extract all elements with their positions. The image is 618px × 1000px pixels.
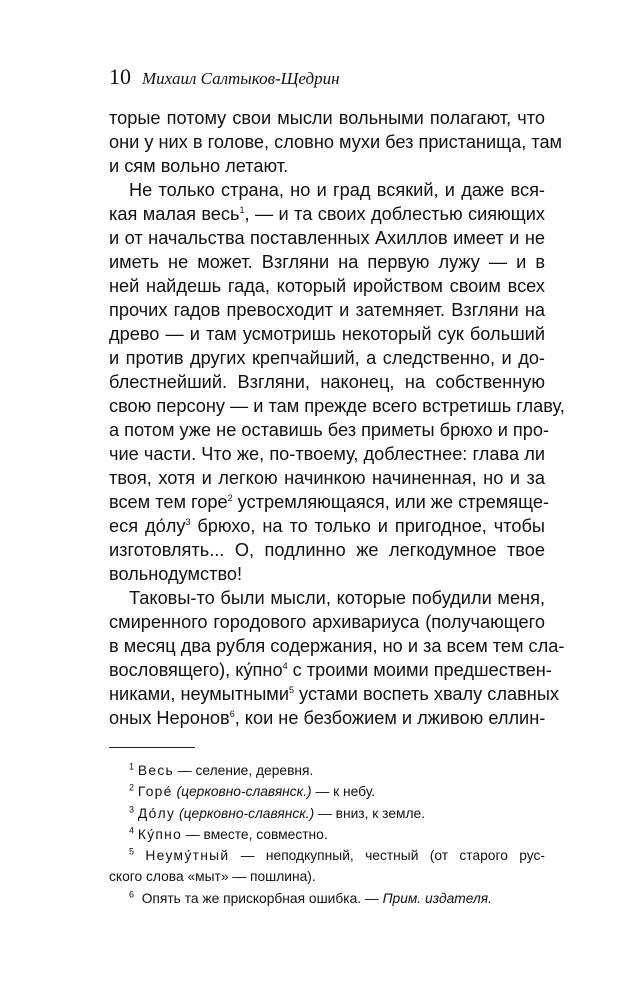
- paragraph-2: [109, 178, 565, 586]
- text-line: твоя, хотя и легкою начинкою начиненная, но и за: [109, 468, 545, 488]
- footnote-2: $^2$ Горе́ (церковно-славянск.) — к небу.: [129, 782, 376, 800]
- footnote-ref: 1: [239, 204, 245, 215]
- text-line: Не только страна, но и град всякий, и даже вся-: [129, 180, 545, 200]
- paragraph-3: [109, 586, 565, 730]
- footnote-divider: [109, 747, 195, 748]
- text-line: вословящего), ку́пно$^4$ с троими моими предшествен-: [109, 660, 552, 680]
- text-line: древо — и там усмотришь некоторый сук больший: [109, 324, 545, 344]
- page-number: 10: [109, 64, 131, 89]
- main-text: [109, 106, 565, 730]
- footnote-ref: 6: [229, 708, 235, 719]
- text-line: блестнейший. Взгляни, наконец, на собственную: [109, 372, 545, 392]
- footnote-ref: 5: [288, 684, 294, 695]
- text-line: и сям вольно летают.: [109, 156, 289, 176]
- footnote-6: $^6$ Опять та же прискорбная ошибка. — Прим. издателя.: [129, 889, 492, 906]
- text-line: они у них в голове, словно мухи без пристанища, там: [109, 132, 563, 152]
- text-line: изготовлять... О, подлинно же легкодумное твое: [109, 540, 545, 560]
- paragraph-1: [109, 106, 563, 178]
- text-line: всем тем горе$^2$ устремляющаяся, или же стремяще-: [109, 492, 550, 512]
- footnote-5: $^5$ Неуму́тный — неподкупный, честный (от старого рус-: [129, 846, 545, 864]
- text-line: и против других крепчайший, а следственно, и до-: [109, 348, 545, 368]
- text-line: никами, неумытными$^5$ устами воспеть хвалу славных: [109, 684, 559, 704]
- footnote-5-continuation: ского слова «мыт» — пошлина).: [109, 869, 316, 885]
- text-line: и от начальства поставленных Ахиллов имеет и не: [109, 228, 545, 248]
- text-line: смиренного городового архивариуса (получающего: [109, 612, 545, 632]
- text-line: кая малая весь$^1$, — и та своих доблестью сияющих: [109, 204, 546, 224]
- text-line: чие части. Что же, по-твоему, доблестнее: глава ли: [109, 444, 545, 464]
- footnote-ref: 3: [185, 516, 191, 527]
- footnote-4: $^4$ Ку́пно — вместе, совместно.: [129, 825, 328, 842]
- footnote-ref: 2: [227, 492, 233, 503]
- text-line: торые потому свои мысли вольными полагают, что: [109, 108, 545, 128]
- footnote-3: $^3$ До́лу (церковно-славянск.) — вниз, к земле.: [129, 804, 426, 821]
- footnotes: [109, 760, 545, 909]
- running-head: Михаил Салтыков-Щедрин: [142, 69, 340, 88]
- text-line: а потом уже не оставишь без приметы брюхо и про-: [109, 420, 550, 440]
- text-line: вольнодумство!: [109, 564, 243, 584]
- text-line: прочих гадов превосходит и затемняет. Взгляни на: [109, 300, 545, 320]
- footnote-1: $^1$ Весь — селение, деревня.: [129, 761, 314, 778]
- footnote-ref: 4: [282, 660, 288, 671]
- page-header: [109, 64, 340, 90]
- text-line: иметь не может. Взгляни на первую лужу — и в: [109, 252, 545, 272]
- text-line: свою персону — и там прежде всего встретишь главу,: [109, 396, 565, 416]
- text-line: Таковы-то были мысли, которые побудили меня,: [129, 588, 545, 608]
- text-line: в месяц два рубля содержания, но и за всем тем сла-: [109, 636, 565, 656]
- text-line: ней найдешь гада, который иройством своим всех: [109, 276, 545, 296]
- text-line: оных Неронов$^6$, кои не безбожием и лживою еллин-: [109, 708, 546, 728]
- text-line: еся $до́лу^3$ брюхо, на то только и пригодное, чтобы: [109, 516, 545, 536]
